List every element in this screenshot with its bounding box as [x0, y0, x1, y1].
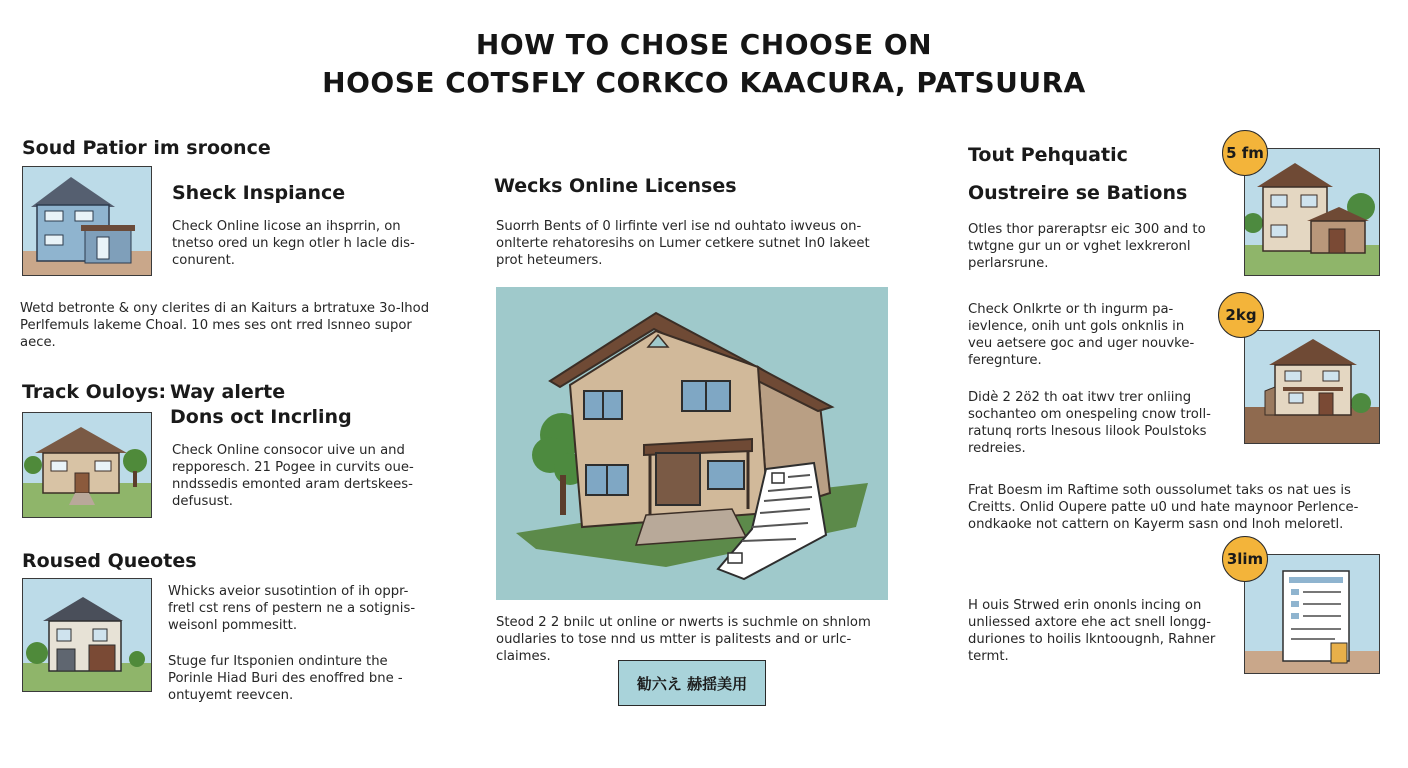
- section-text: Check Onlkrte or th ingurm pa-ievlence, onih unt gols onknlis in veu aetsere goc and uger nouvke-feregnture.: [968, 302, 1195, 368]
- main-house-illustration: [496, 287, 888, 600]
- title-line-1: HOW TO CHOSE CHOOSE ON: [475, 28, 933, 61]
- center-intro: Suorrh Bents of 0 lirfinte verl ise nd ouhtato iwveus on-onlterte rehatoresihs on Lumer cetkere sutnet In0 lakeet prot heteumers.: [496, 219, 870, 268]
- house-illustration: [22, 412, 152, 518]
- section-heading-right: Way alerte: [170, 381, 286, 403]
- section-text: Frat Boesm im Raftime soth oussolumet taks os nat ues is Creitts. Onlid Oupere patte u0 und hate maynoor Perlence-ondkaoke not cattern on Kayerm sasn ond lnoh meloretl.: [968, 483, 1359, 532]
- document-illustration: [1244, 554, 1380, 674]
- section-subheading: Oustreire se Bations: [968, 182, 1188, 204]
- house-illustration: [1244, 330, 1380, 444]
- section-subheading: Sheck Inspiance: [172, 182, 346, 204]
- badge: 5 fm: [1222, 130, 1268, 176]
- section-note: Didè 2 2ö2 th oat itwv trer onliing sochanteo om onespeling cnow troll-ratunq rorts lnesous lilook Poulstoks redreies.: [968, 390, 1211, 456]
- section-note: Wetd betronte & ony clerites di an Kaiturs a brtratuxe 3o-lhod Perlfemuls lakeme Choal. 10 mes ses ont rred lsnneo supor aece.: [20, 301, 430, 350]
- section-subheading: Dons oct Incrling: [170, 406, 352, 428]
- seal-label: 勧六え 赫揺美用: [618, 660, 766, 706]
- section-heading: Tout Pehquatic: [968, 144, 1128, 166]
- badge: 2kg: [1218, 292, 1264, 338]
- section-note: H ouis Strwed erin ononls incing on unliessed axtore ehe act snell longg-duriones to hoilis lkntoougnh, Rahner termt.: [968, 598, 1216, 664]
- center-caption: Steod 2 2 bnilc ut online or nwerts is suchmle on shnlom oudlaries to tose nnd us mtter is palitests and or urlc-claimes.: [496, 615, 871, 664]
- house-illustration: [22, 578, 152, 692]
- section-heading: Track Ouloys:: [22, 381, 167, 403]
- section-text: Check Online licose an ihsprrin, on tnetso ored un kegn otler h lacle dis-conurent.: [172, 219, 415, 268]
- section-text: Otles thor pareraptsr eic 300 and to twtgne gur un or vghet lexkreronl perlarsrune.: [968, 222, 1206, 271]
- center-heading: Wecks Online Licenses: [494, 175, 737, 197]
- house-illustration: [22, 166, 152, 276]
- section-text: Check Online consocor uive un and repporesch. 21 Pogee in curvits oue-nndssedis emonted aram dertskees-defusust.: [172, 443, 414, 509]
- section-heading: Roused Queotes: [22, 550, 197, 572]
- section-text: Whicks aveior susotintion of ih oppr-fretl cst rens of pestern ne a sotignis-weisonl pommesitt.: [168, 584, 416, 633]
- house-illustration: [1244, 148, 1380, 276]
- section-heading: Soud Patior im sroonce: [22, 137, 271, 159]
- badge: 3lim: [1222, 536, 1268, 582]
- title-line-2: HOOSE COTSFLY CORKCO KAACURA, PATSUURA: [322, 66, 1086, 99]
- section-note: Stuge fur Itsponien ondinture the Porinle Hiad Buri des enoffred bne -ontuyemt reevcen.: [168, 654, 403, 703]
